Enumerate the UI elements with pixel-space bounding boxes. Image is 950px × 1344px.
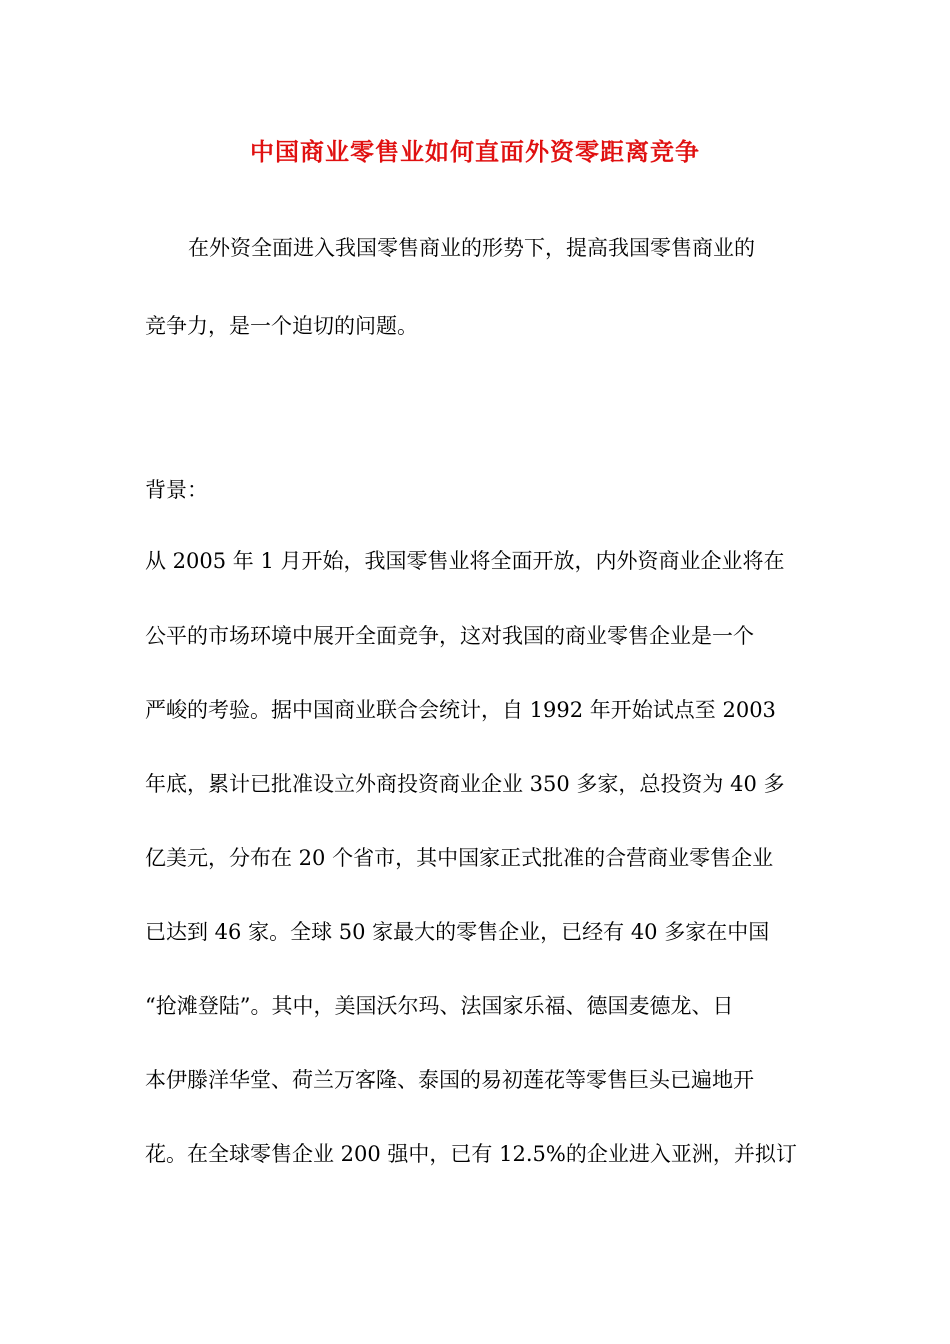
- intro-line-1: 在外资全面进入我国零售商业的形势下，提高我国零售商业的: [188, 236, 755, 260]
- body-line-8: 本伊滕洋华堂、荷兰万客隆、泰国的易初莲花等零售巨头已遍地开: [145, 1068, 754, 1092]
- body-line-2: 公平的市场环境中展开全面竞争，这对我国的商业零售企业是一个: [145, 624, 754, 648]
- body-line-4: 年底，累计已批准设立外商投资商业企业 350 多家，总投资为 40 多: [145, 772, 785, 796]
- section-heading: 背景：: [145, 478, 208, 502]
- body-line-3: 严峻的考验。据中国商业联合会统计，自 1992 年开始试点至 2003: [145, 698, 776, 722]
- body-line-9: 花。在全球零售企业 200 强中，已有 12.5%的企业进入亚洲，并拟订: [145, 1142, 797, 1166]
- intro-line-2: 竞争力，是一个迫切的问题。: [145, 314, 418, 338]
- body-line-1: 从 2005 年 1 月开始，我国零售业将全面开放，内外资商业企业将在: [145, 549, 785, 573]
- body-line-7: “抢滩登陆”。其中，美国沃尔玛、法国家乐福、德国麦德龙、日: [145, 994, 734, 1018]
- body-line-5: 亿美元，分布在 20 个省市，其中国家正式批准的合营商业零售企业: [145, 846, 774, 870]
- document-title: 中国商业零售业如何直面外资零距离竞争: [250, 137, 700, 166]
- body-line-6: 已达到 46 家。全球 50 家最大的零售企业，已经有 40 多家在中国: [145, 920, 770, 944]
